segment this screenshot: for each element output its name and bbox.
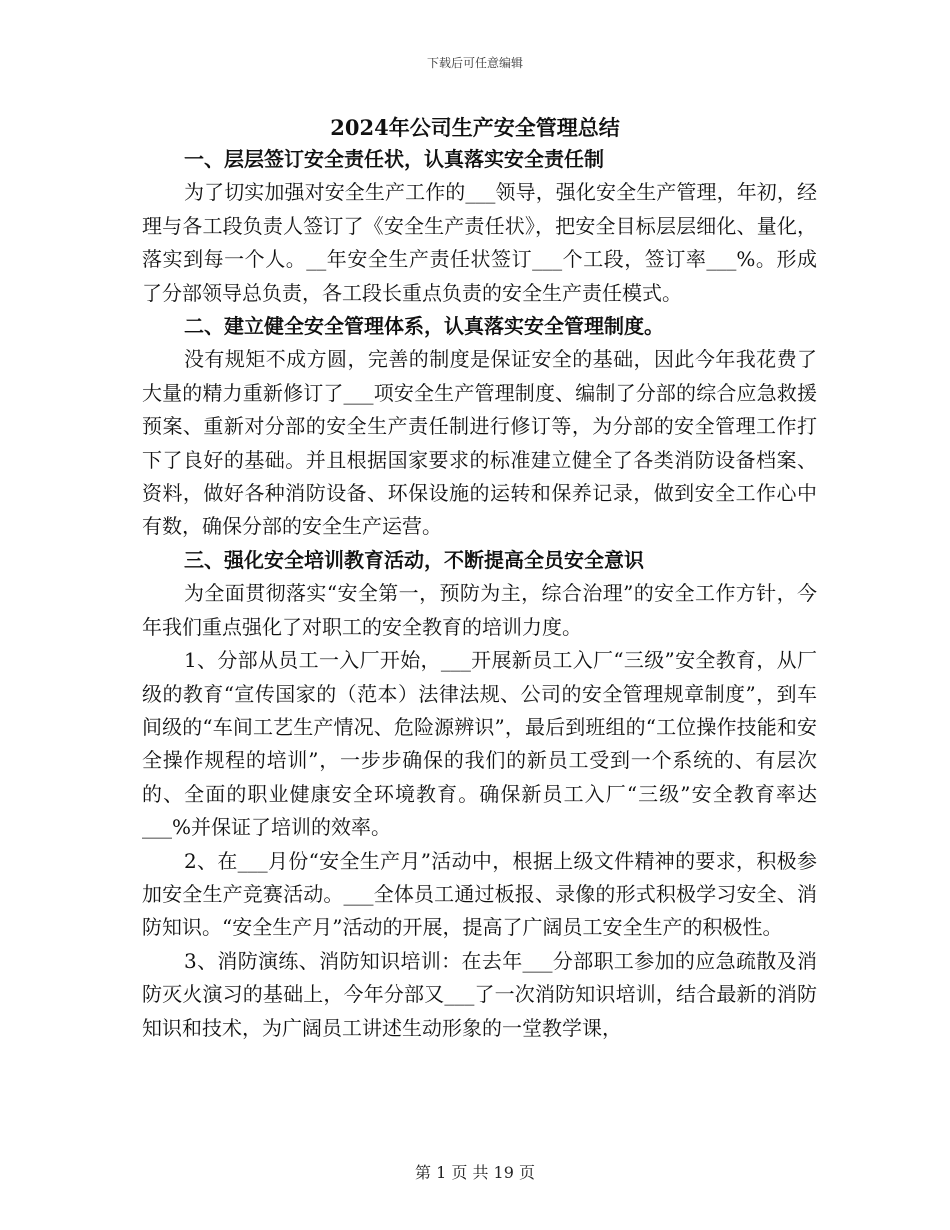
paragraph-1: 为了切实加强对安全生产工作的___领导，强化安全生产管理，年初，经理与各工段负责人签订了《安全生产责任状》，把安全目标层层细化、量化，落实到每一个人。__年安全生产责任状签订___个工段，签订率___%。形成了分部领导总负责，各工段长重点负责的安全生产责任模式。 — [142, 180, 817, 305]
document-body — [142, 143, 817, 1045]
page-footer: 第 1 页 共 19 页 — [415, 1163, 535, 1182]
paragraph-6: 3、消防演练、消防知识培训：在去年___分部职工参加的应急疏散及消防灭火演习的基础上，今年分部又___了一次消防知识培训，结合最新的消防知识和技术，为广阔员工讲述生动形象的一堂教学课， — [142, 948, 817, 1040]
section-heading-1: 一、层层签订安全责任状，认真落实安全责任制 — [184, 147, 604, 171]
page-header: 下载后可任意编辑 — [426, 56, 523, 70]
paragraph-3: 为全面贯彻落实“安全第一，预防为主，综合治理”的安全工作方针，今年我们重点强化了对职工的安全教育的培训力度。 — [142, 581, 817, 639]
paragraph-5: 2、在___月份“安全生产月”活动中，根据上级文件精神的要求，积极参加安全生产竞赛活动。___全体员工通过板报、录像的形式积极学习安全、消防知识。“安全生产月”活动的开展，提高了广阔员工安全生产的积极性。 — [142, 848, 817, 940]
section-heading-2: 二、建立健全安全管理体系，认真落实安全管理制度。 — [184, 314, 664, 339]
section-heading-3: 三、强化安全培训教育活动，不断提高全员安全意识 — [184, 547, 644, 572]
paragraph-2: 没有规矩不成方圆，完善的制度是保证安全的基础，因此今年我花费了大量的精力重新修订了___项安全生产管理制度、编制了分部的综合应急救援预案、重新对分部的安全生产责任制进行修订等，为分部的安全管理工作打下了良好的基础。并且根据国家要求的标准建立健全了各类消防设备档案、资料，做好各种消防设备、环保设施的运转和保养记录，做到安全工作心中有数，确保分部的安全生产运营。 — [142, 347, 817, 539]
paragraph-4: 1、分部从员工一入厂开始，___开展新员工入厂“三级”安全教育，从厂级的教育“宣传国家的（范本）法律法规、公司的安全管理规章制度”，到车间级的“车间工艺生产情况、危险源辨识”，最后到班组的“工位操作技能和安全操作规程的培训”，一步步确保的我们的新员工受到一个系统的、有层次的、全面的职业健康安全环境教育。确保新员工入厂“三级”安全教育率达___%并保证了培训的效率。 — [142, 648, 817, 840]
document-title: 2024年公司生产安全管理总结 — [330, 115, 620, 140]
